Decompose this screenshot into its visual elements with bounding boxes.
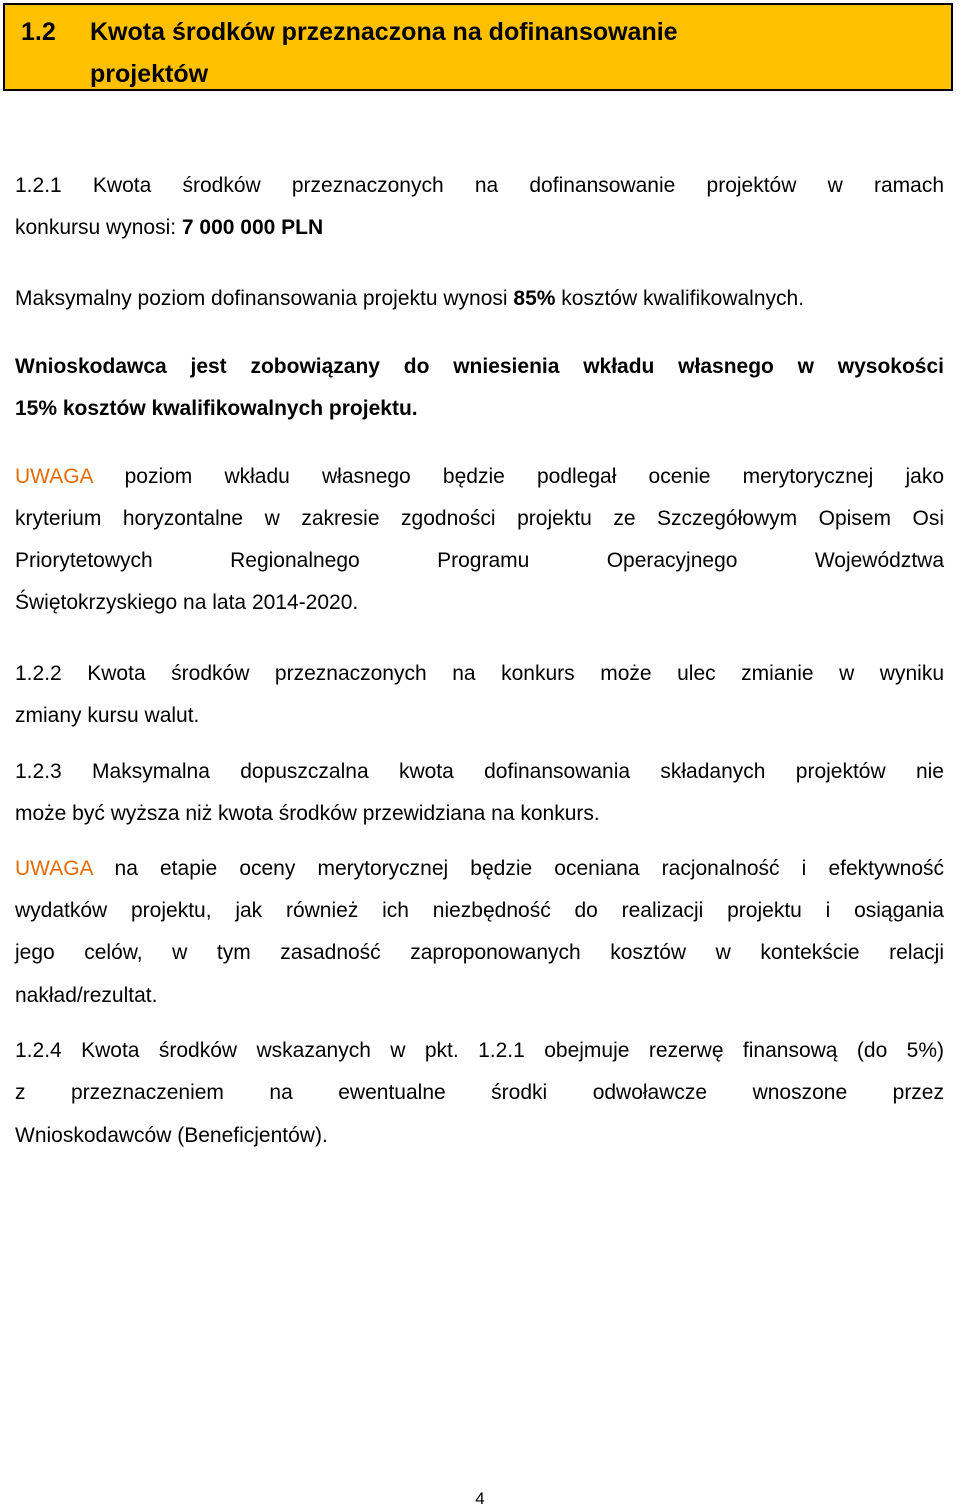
max-funding-suffix: kosztów kwalifikowalnych. [555, 287, 805, 310]
paragraph-1-2-2-line1: 1.2.2 Kwota środków przeznaczonych na konkurs może ulec zmianie w wyniku [15, 662, 944, 685]
paragraph-1-2-4-line2: z przeznaczeniem na ewentualne środki odwoławcze wnoszone przez [15, 1081, 944, 1104]
own-contribution-line2: 15% kosztów kwalifikowalnych projektu. [15, 397, 418, 420]
section-title-line2: projektów [90, 60, 209, 88]
max-funding-level [15, 278, 944, 320]
paragraph-1-2-4-line3: Wnioskodawców (Beneficjentów). [15, 1124, 328, 1147]
paragraph-1-2-1-line1: 1.2.1 Kwota środków przeznaczonych na dofinansowanie projektów w ramach [15, 174, 944, 197]
paragraph-1-2-3-line2: może być wyższa niż kwota środków przewidziana na konkurs. [15, 802, 600, 825]
note-2-line3: jego celów, w tym zasadność zaproponowanych kosztów w kontekście relacji [15, 941, 944, 964]
paragraph-1-2-3-line1: 1.2.3 Maksymalna dopuszczalna kwota dofinansowania składanych projektów nie [15, 760, 944, 783]
section-header [3, 3, 953, 91]
note-2-text: na etapie oceny merytorycznej będzie oceniana racjonalność i efektywność [92, 857, 944, 880]
max-funding-prefix: Maksymalny poziom dofinansowania projektu wynosi [15, 287, 514, 310]
paragraph-1-2-2-line2: zmiany kursu walut. [15, 704, 200, 727]
funding-amount: 7 000 000 PLN [181, 216, 324, 239]
section-title [21, 11, 678, 95]
note-1-line3: Priorytetowych Regionalnego Programu Operacyjnego Województwa [15, 549, 944, 572]
amount-label: konkursu wynosi: [15, 216, 182, 239]
page-number: 4 [475, 1489, 485, 1508]
note-2-warning-label: UWAGA [15, 857, 93, 880]
paragraph-1-2-1-line2 [15, 207, 944, 249]
note-1-line4: Świętokrzyskiego na lata 2014-2020. [15, 591, 359, 614]
note-1-warning-label: UWAGA [15, 465, 93, 488]
note-2-line1 [15, 848, 944, 890]
note-2-line2: wydatków projektu, jak również ich niezbędność do realizacji projektu i osiągania [15, 899, 944, 922]
max-funding-percent: 85% [513, 287, 556, 310]
paragraph-1-2-4-line1: 1.2.4 Kwota środków wskazanych w pkt. 1.2.1 obejmuje rezerwę finansową (do 5%) [15, 1039, 944, 1062]
own-contribution-line1: Wnioskodawca jest zobowiązany do wniesienia wkładu własnego w wysokości [15, 355, 944, 378]
section-title-line1: Kwota środków przeznaczona na dofinansowanie [90, 18, 678, 46]
note-1-text: poziom wkładu własnego będzie podlegał ocenie merytorycznej jako [92, 465, 944, 488]
note-1-line1 [15, 456, 944, 498]
section-number: 1.2 [21, 18, 56, 46]
note-1-line2: kryterium horyzontalne w zakresie zgodności projektu ze Szczegółowym Opisem Osi [15, 507, 944, 530]
note-2-line4: nakład/rezultat. [15, 984, 158, 1007]
